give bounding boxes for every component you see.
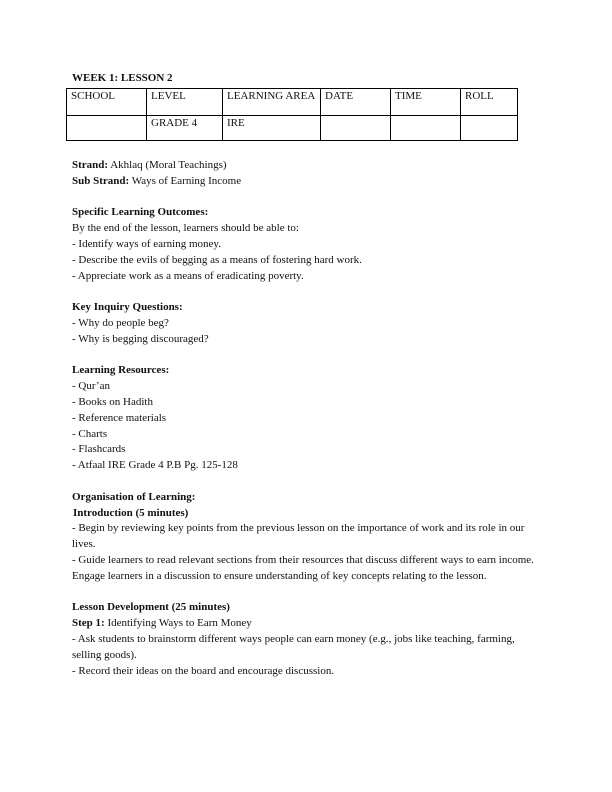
list-item: - Appreciate work as a means of eradicating poverty. [72,269,304,282]
table-row [67,116,518,141]
sub-strand-label: Sub Strand: [72,174,130,187]
strand-value: Akhlaq (Moral Teachings) [108,159,227,171]
introduction-heading: Introduction (5 minutes) [73,506,189,519]
cell-learning-area: IRE [223,116,321,141]
cell-school [67,116,147,141]
list-item: - Books on Hadith [72,395,153,408]
header-school: SCHOOL [67,89,147,116]
list-item: - Why is begging discouraged? [72,332,209,345]
development-heading: Lesson Development (25 minutes) [72,601,230,614]
header-date: DATE [321,89,391,116]
list-item: - Charts [72,427,108,440]
list-item: - Why do people beg? [72,316,169,329]
list-item: - Qur’an [72,380,110,393]
cell-level: GRADE 4 [147,116,223,141]
list-item: - Identify ways of earning money. [72,237,221,250]
list-item: - Ask students to brainstorm different ways people can earn money (e.g., jobs like teaching, farming, selling goods). [72,632,515,661]
list-item: - Describe the evils of begging as a means of fostering hard work. [72,253,362,266]
list-item: - Reference materials [72,411,167,424]
sub-strand-line [72,174,542,190]
outcomes-heading: Specific Learning Outcomes: [72,206,209,219]
list-item: - Flashcards [72,443,126,456]
sub-strand-value: Ways of Earning Income [129,174,242,187]
list-item: - Guide learners to read relevant sections from their resources that discuss different ways to earn income. Engage learners in a discussion to ensure understanding of key concepts relating to the lesson. [72,553,534,582]
resources-heading: Learning Resources: [72,364,170,377]
list-item: - Atfaal IRE Grade 4 P.B Pg. 125-128 [72,459,238,472]
cell-roll [461,116,518,141]
table-header-row [67,89,518,116]
organisation-heading: Organisation of Learning: [72,490,196,503]
lesson-plan-page [71,72,542,677]
step1-title: Identifying Ways to Earn Money [104,617,252,630]
header-roll: ROLL [461,89,518,116]
step1-line [72,616,542,632]
lesson-info-table [66,88,518,141]
lesson-title: WEEK 1: LESSON 2 [72,72,173,84]
cell-time [391,116,461,141]
strand-line [72,158,542,174]
list-item: - Record their ideas on the board and encourage discussion. [72,664,335,677]
outcomes-intro: By the end of the lesson, learners should be able to: [72,222,299,235]
step1-label: Step 1: [72,617,105,630]
lesson-content [72,158,542,679]
header-level: LEVEL [147,89,223,116]
list-item: - Begin by reviewing key points from the previous lesson on the importance of work and its role in our lives. [72,522,525,551]
inquiry-heading: Key Inquiry Questions: [72,301,183,314]
header-learning-area: LEARNING AREA [223,89,321,116]
header-time: TIME [391,89,461,116]
strand-label: Strand: [72,159,109,171]
cell-date [321,116,391,141]
